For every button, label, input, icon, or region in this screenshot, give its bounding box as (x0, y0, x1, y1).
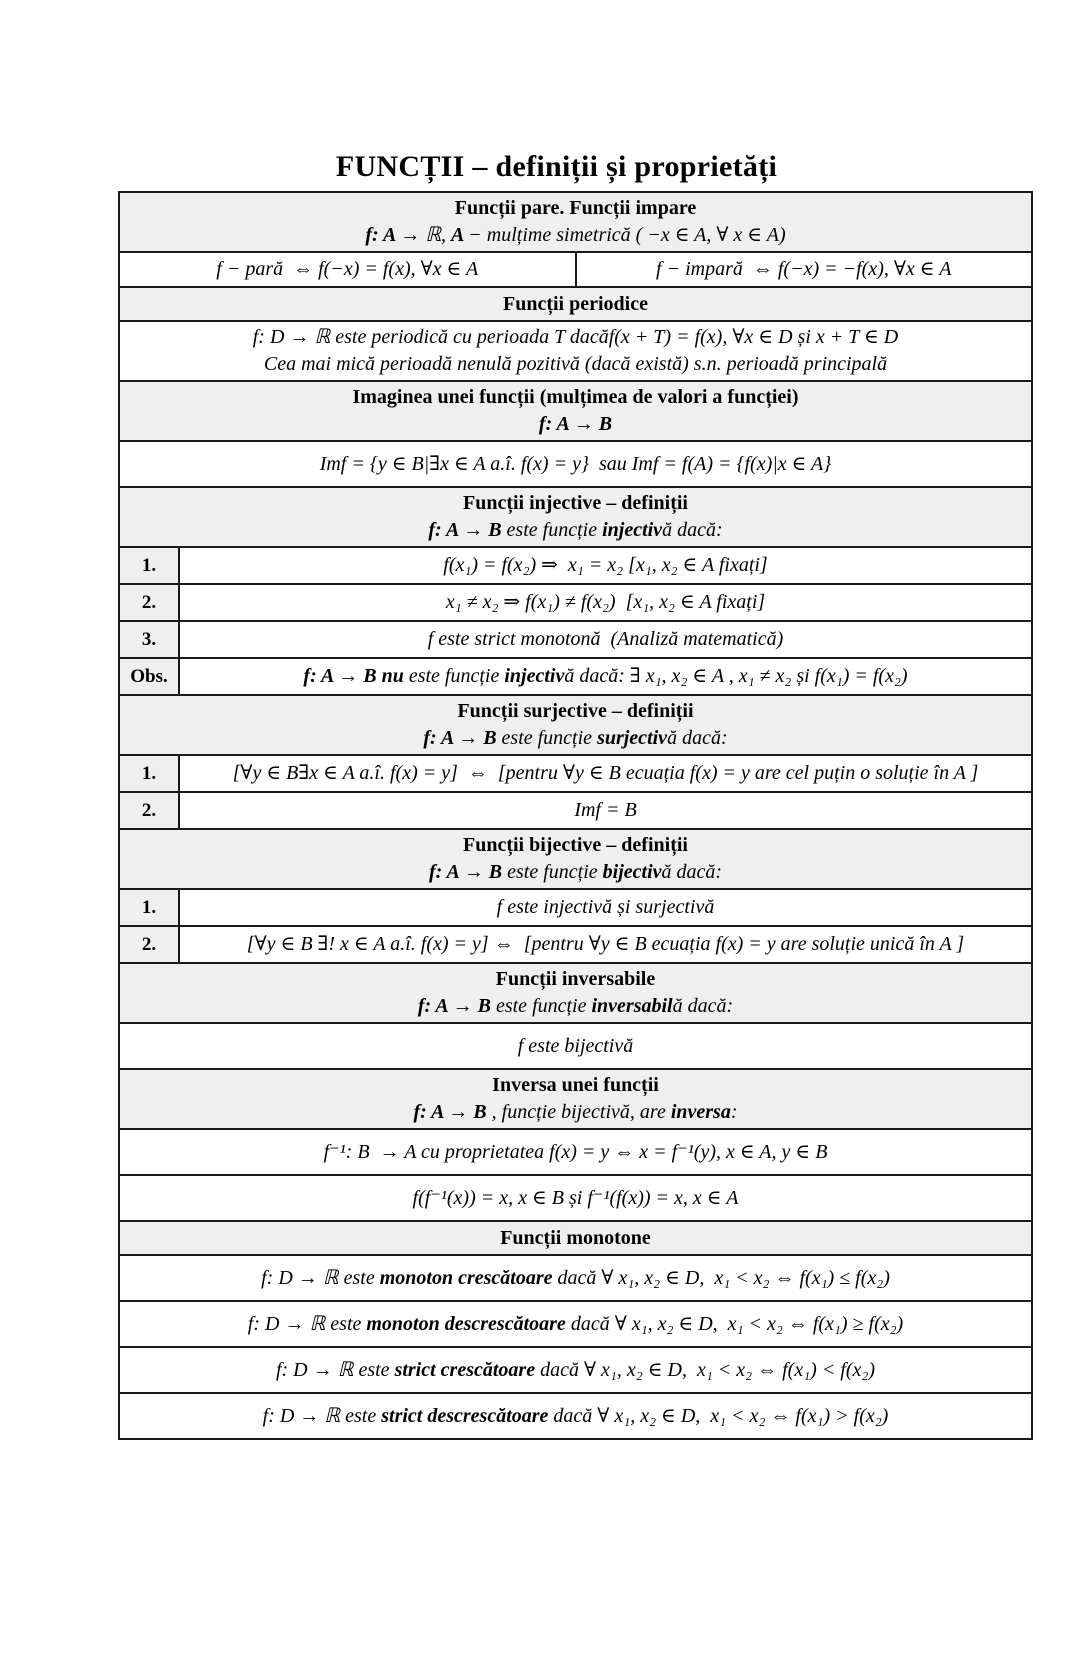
text-line: Cea mai mică perioadă nenulă pozitivă (dacă există) s.n. perioadă principală (263, 353, 888, 375)
text-line: f: A → B , funcție bijectivă, are inversa: (413, 1101, 738, 1123)
row-strict-crescatoare (120, 1346, 1031, 1392)
header-functii-periodice (120, 286, 1031, 320)
row-content (180, 890, 1031, 925)
row-content (180, 659, 1031, 694)
row-content (180, 585, 1031, 620)
text-line: f: D → ℝ este periodică cu perioada T dacăf(x + T) = f(x), ∀x ∈ D și x + T ∈ D (252, 326, 899, 348)
text-line: f este strict monotonă (Analiză matematică) (427, 628, 784, 650)
text-line: f − pară ⇔ f(−x) = f(x), ∀x ∈ A (216, 258, 479, 280)
row-inversa-proprietate (120, 1128, 1031, 1174)
text-line: f: A → B este funcție bijectivă dacă: (428, 861, 723, 883)
text-line: f: D → ℝ este monoton crescătoare dacă ∀ x₁, x₂ ∈ D, x₁ < x₂ ⇔ f(x₁) ≤ f(x₂) (261, 1266, 890, 1289)
text-line: f: A → B nu este funcție injectivă dacă: ∃ x₁, x₂ ∈ A , x₁ ≠ x₂ și f(x₁) = f(x₂) (303, 665, 908, 687)
definitions-table (118, 191, 1033, 1440)
row-injective-obs (120, 657, 1031, 694)
row-label: Obs. (120, 659, 180, 694)
text-line: [∀y ∈ B ∃! x ∈ A a.î. f(x) = y] ⇔ [pentru ∀y ∈ B ecuația f(x) = y are soluție unică în A ] (246, 933, 965, 955)
text-line: Funcții pare. Funcții impare (454, 197, 697, 219)
text-line: f(f⁻¹(x)) = x, x ∈ B și f⁻¹(f(x)) = x, x ∈ A (412, 1186, 739, 1209)
row-injective-2 (120, 583, 1031, 620)
row-inversa-compunere (120, 1174, 1031, 1220)
page-title: FUNCȚII – definiții și proprietăți (335, 150, 778, 183)
text-line: f este injectivă și surjectivă (496, 896, 715, 918)
row-label: 3. (120, 622, 180, 657)
row-label: 2. (120, 793, 180, 828)
text-line: f(x₁) = f(x₂) ⇒ x₁ = x₂ [x₁, x₂ ∈ A fixați] (443, 554, 768, 576)
row-content (180, 622, 1031, 657)
row-label: 1. (120, 890, 180, 925)
text-line: Funcții periodice (503, 292, 648, 315)
row-surjective-2 (120, 791, 1031, 828)
row-este-bijectiva (120, 1022, 1031, 1068)
text-line: Inversa unei funcții (492, 1074, 659, 1096)
row-surjective-1 (120, 754, 1031, 791)
header-functii-pare (120, 193, 1031, 251)
text-line: Funcții surjective – definiții (457, 700, 694, 722)
header-inversa-functiei (120, 1068, 1031, 1128)
header-functii-surjective (120, 694, 1031, 754)
text-line: Imaginea unei funcții (mulțimea de valori a funcției) (352, 386, 799, 408)
header-functii-injective (120, 486, 1031, 546)
row-content (180, 927, 1031, 962)
text-line: x₁ ≠ x₂ ⇒ f(x₁) ≠ f(x₂) [x₁, x₂ ∈ A fixați] (445, 591, 766, 613)
text-line: f: A → ℝ, A − mulțime simetrică ( −x ∈ A, ∀ x ∈ A) (365, 224, 786, 246)
header-functii-inversabile (120, 962, 1031, 1022)
text-line: Funcții monotone (500, 1226, 651, 1249)
row-bijective-1 (120, 888, 1031, 925)
row-label: 1. (120, 548, 180, 583)
text-line: f − impară ⇔ f(−x) = −f(x), ∀x ∈ A (656, 258, 952, 280)
row-bijective-2 (120, 925, 1031, 962)
row-injective-1 (120, 546, 1031, 583)
row-content (180, 756, 1031, 791)
row-para-impara (120, 251, 1031, 286)
text-line: Funcții inversabile (495, 968, 656, 990)
text-line: Funcții injective – definiții (463, 492, 688, 514)
text-line: f: A → B este funcție injectivă dacă: (428, 519, 723, 541)
text-line: f: A → B (538, 413, 613, 435)
row-label: 2. (120, 585, 180, 620)
text-line: Funcții bijective – definiții (463, 834, 688, 856)
row-monoton-descrescatoare (120, 1300, 1031, 1346)
text-line: f: D → ℝ este strict descrescătoare dacă ∀ x₁, x₂ ∈ D, x₁ < x₂ ⇔ f(x₁) > f(x₂) (262, 1404, 889, 1427)
row-label: 2. (120, 927, 180, 962)
row-periodice (120, 320, 1031, 380)
header-functii-monotone (120, 1220, 1031, 1254)
text-line: f: D → ℝ este monoton descrescătoare dacă ∀ x₁, x₂ ∈ D, x₁ < x₂ ⇔ f(x₁) ≥ f(x₂) (247, 1312, 904, 1335)
row-label: 1. (120, 756, 180, 791)
split-cell (575, 253, 1032, 286)
text-line: f⁻¹: B → A cu proprietatea f(x) = y ⇔ x = f⁻¹(y), x ∈ A, y ∈ B (323, 1140, 828, 1163)
text-line: Imf = {y ∈ B|∃x ∈ A a.î. f(x) = y} sau Imf = f(A) = {f(x)|x ∈ A} (319, 452, 832, 475)
row-injective-3 (120, 620, 1031, 657)
row-monoton-crescatoare (120, 1254, 1031, 1300)
text-line: f: A → B este funcție surjectivă dacă: (423, 727, 728, 749)
split-cell (120, 253, 575, 286)
text-line: f este bijectivă (517, 1034, 634, 1057)
row-content (180, 793, 1031, 828)
document-page (0, 150, 1080, 1677)
row-strict-descrescatoare (120, 1392, 1031, 1438)
row-imf (120, 440, 1031, 486)
text-line: f: D → ℝ este strict crescătoare dacă ∀ x₁, x₂ ∈ D, x₁ < x₂ ⇔ f(x₁) < f(x₂) (275, 1358, 876, 1381)
header-functii-bijective (120, 828, 1031, 888)
text-line: f: A → B este funcție inversabilă dacă: (417, 995, 734, 1017)
header-imaginea-functiei (120, 380, 1031, 440)
row-content (180, 548, 1031, 583)
text-line: Imf = B (574, 799, 637, 821)
text-line: [∀y ∈ B∃x ∈ A a.î. f(x) = y] ⇔ [pentru ∀y ∈ B ecuația f(x) = y are cel puțin o soluție în A ] (232, 762, 979, 784)
